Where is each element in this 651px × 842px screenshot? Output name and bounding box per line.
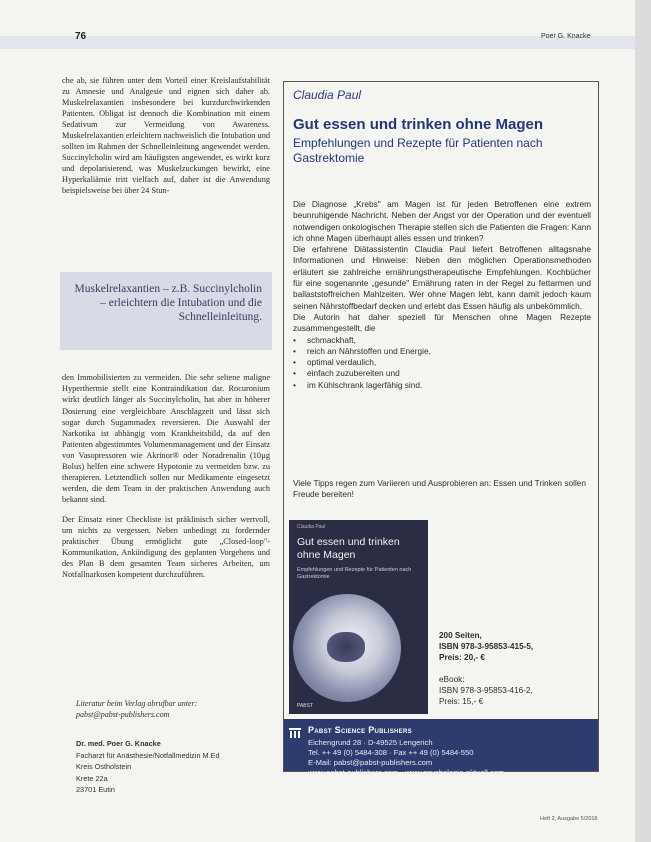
author-address (76, 738, 276, 796)
list-item: • reich an Nährstoffen und Energie, (293, 346, 591, 357)
book-cover-image (289, 520, 428, 714)
ad-body (293, 199, 591, 391)
food-photo (327, 632, 365, 662)
page-edge (635, 0, 651, 842)
literature-email: pabst@pabst-publishers.com (76, 710, 170, 719)
book-advertisement (283, 81, 599, 777)
list-item: • schmackhaft, (293, 335, 591, 346)
publisher-address: Eichengrund 28 · D-49525 Lengerich (308, 738, 433, 747)
publisher-name: Pabst Science Publishers (308, 725, 412, 735)
author-name: Dr. med. Poer G. Knacke (76, 739, 161, 748)
page-number: 76 (75, 31, 87, 42)
book-price: Preis: 20,- € (439, 653, 485, 662)
article-paragraph: den Immobilisierten zu vermeiden. Die sehr seltene maligne Hyperthermie stellt eine Kontraindikation dar. Rocuronium wirkt deutlich länger als Succinylcholin, hat aber in höherer Dosierung eine vergleichbare Anschlagzeit und lässt sich sogar durch Sugammadex reversieren. Die Auswahl der Narkotika ist abhängig vom Krankheitsbild, da auf den Patienten abgestimmtes Volumenmanagement und der Einsatz von Vasopressoren wie Akrinor® oder Noradrenalin (10µg Bolus) helfen eine schwere Hypotonie zu vermeiden bzw. zu therapieren. Letztendlich sollen nur Medikamente eingesetzt werden, die dem Team in der praktischen Anwendung auch bekannt sind. (62, 373, 270, 505)
ad-author: Claudia Paul (293, 88, 362, 102)
list-item: • einfach zuzubereiten und (293, 368, 591, 379)
article-column-bottom (62, 364, 270, 589)
ad-paragraph: Die Autorin hat daher speziell für Menschen ohne Magen Rezepte zusammengestellt, die (293, 311, 591, 334)
pull-quote (60, 272, 272, 350)
running-head: Poer G. Knacke (541, 33, 591, 40)
ebook-label: eBook: (439, 675, 465, 684)
book-cover-publisher: PABST (297, 703, 314, 709)
author-title: Facharzt für Anästhesie/Notfallmedizin M.Ed (76, 750, 220, 760)
ad-subtitle: Empfehlungen und Rezepte für Patienten nach Gastrektomie (293, 136, 543, 165)
list-item: • optimal verdaulich, (293, 357, 591, 368)
publisher-bar (284, 719, 598, 777)
publisher-web: www.pabst-publishers.com · www.psychologie-aktuell.com (308, 768, 505, 777)
book-isbn: ISBN 978-3-95853-415-5, (439, 642, 534, 651)
book-cover-subtitle: Empfehlungen und Rezepte für Patienten nach Gastrektomie (297, 567, 412, 580)
book-cover-title: Gut essen und trinken ohne Magen (297, 536, 400, 561)
ebook-isbn: ISBN 978-3-95853-416-2, (439, 686, 533, 695)
literature-note-line: Literatur beim Verlag abrufbar unter: (76, 699, 198, 708)
article-column-top (62, 76, 270, 196)
list-item: • im Kühlschrank lagerfähig sind. (293, 380, 591, 391)
author-city: 23701 Eutin (76, 785, 115, 795)
publisher-email: E-Mail: pabst@pabst-publishers.com (308, 758, 433, 767)
ebook-price: Preis: 15,- € (439, 697, 484, 706)
publisher-logo-icon (289, 728, 301, 738)
article-paragraph: che ab, sie führen unter dem Vorteil einer Kreislaufstabilität zu Amnesie und Analgesie und eignen sich daher ab. Muskelrelaxantien insbesondere bei kurzdurchwirkenden Patienten. Obligat ist dennoch die Kombination mit einem Sedativum zur Vermeidung von Awareness. Muskelrelaxantien erleichtern nachweislich die Intubation und sollten im Rahmen der Schnelleinleitung angewendet werden. Succinylcholin wird am häufigsten angewendet, es wirkt kurz und depolarisierend, was Muskelzuckungen bewirkt, eine Hyperkaliämie tritt vielfach auf, daher ist die Anwendung beispielsweise bei über 24 Stun- (62, 76, 270, 195)
book-cover-author: Claudia Paul (297, 524, 326, 530)
author-org: Kreis Ostholstein (76, 762, 132, 772)
ad-paragraph: Die Diagnose „Krebs" am Magen ist für jeden Betroffenen eine extrem beunruhigende Nachricht. Neben der Angst vor der Operation und der eventuell notwendigen onkologischen Therapie stellen sich die Patienten die Fragen: Kann ich ohne Magen überhaupt alles essen und trinken? (293, 199, 591, 243)
book-info (439, 630, 589, 707)
author-street: Krete 22a (76, 773, 108, 783)
ad-title: Gut essen und trinken ohne Magen (293, 116, 544, 133)
ad-closing: Viele Tipps regen zum Variieren und Ausprobieren an: Essen und Trinken sollen Freude bereiten! (293, 478, 587, 500)
ad-paragraph: Die erfahrene Diätassistentin Claudia Paul liefert Betroffenen alltagsnahe Informationen und Hinweise: Neben den möglichen Operationsmethoden erläutert sie zahlreiche ernährungstherapeutische Empfehlungen. Kochbücher für eine sogenannte „gesunde" Ernährung raten in der Regel zu fettarmen und ballaststoffreichen Mahlzeiten. Wer ohne Magen lebt, kann damit jedoch kaum seinen Nährstoffbedarf decken und erlebt das Essen häufig als unbekömmlich. (293, 244, 591, 311)
article-paragraph: Der Einsatz einer Checkliste ist präklinisch sicher wertvoll, um nichts zu vergessen. Neben unbedingt zu fordernder praktischer Übung ermöglicht gute „Closed-loop"-Kommunikation, Ankündigung des geplanten Vorgehens und des Plan B dem gesamten Team sicheres Arbeiten, um Notfallnarkosen kompetent durchzuführen. (62, 514, 270, 580)
literature-note (76, 698, 276, 720)
pull-quote-text: Muskelrelaxantien – z.B. Succinylcholin – erleichtern die Intubation und die Schnelleinleitung. (74, 283, 262, 324)
publisher-phone: Tel. ++ 49 (0) 5484-308 · Fax ++ 49 (0) 5484-550 (308, 748, 474, 757)
book-pages: 200 Seiten, (439, 631, 482, 640)
ad-feature-list (293, 335, 591, 391)
page-footer: Heft 2, Ausgabe 5/2018 (540, 816, 598, 822)
